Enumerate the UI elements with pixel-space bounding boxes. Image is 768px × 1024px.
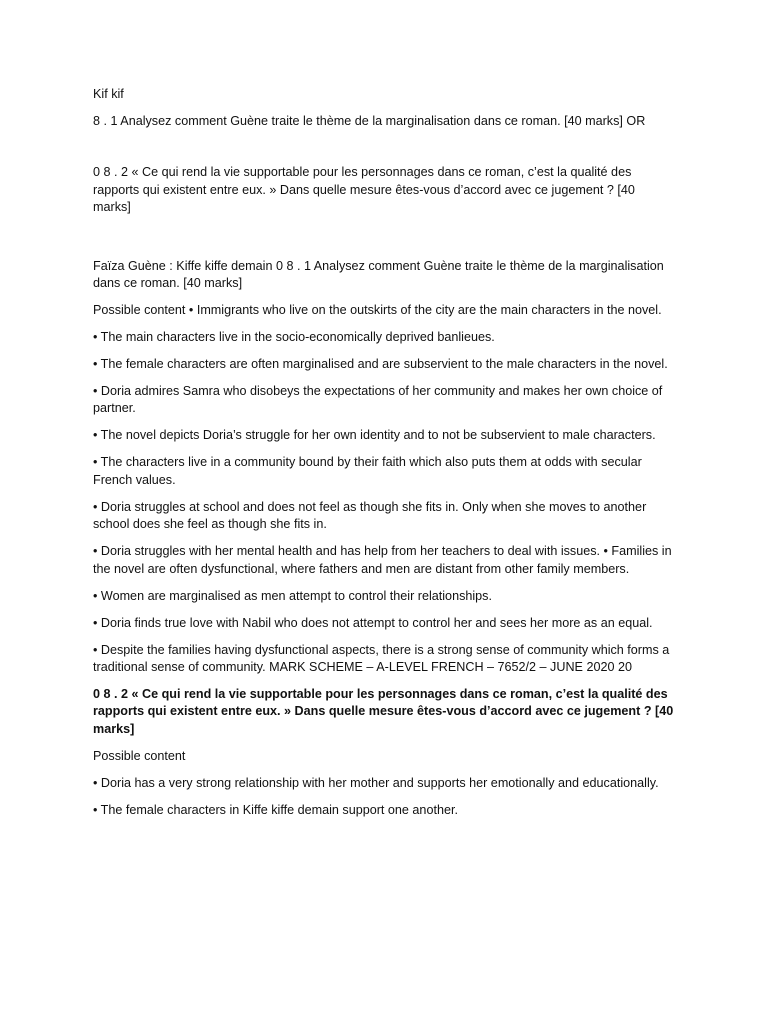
section2-point: • The female characters in Kiffe kiffe demain support one another. <box>93 802 458 817</box>
section1-point: • The main characters live in the socio-economically deprived banlieues. <box>93 330 495 345</box>
question-8-1: 8 . 1 Analysez comment Guène traite le thème de la marginalisation dans ce roman. [40 marks] OR <box>93 114 646 128</box>
section2-point: • Doria has a very strong relationship with her mother and supports her emotionally and educationally. <box>93 775 659 790</box>
section1-point: • Despite the families having dysfunctional aspects, there is a strong sense of community which forms a traditional sense of community. MARK SCHEME – A-LEVEL FRENCH – 7652/2 – JUNE 2020 20 <box>93 642 670 675</box>
section1-point: • The novel depicts Doria’s struggle for her own identity and to not be subservient to male characters. <box>93 428 656 443</box>
section1-heading: Faïza Guène : Kiffe kiffe demain 0 8 . 1 Analysez comment Guène traite le thème de la marginalisation dans ce roman. [40 marks] <box>93 258 664 291</box>
document-title: Kif kif <box>93 87 124 101</box>
section1-intro: Possible content • Immigrants who live on the outskirts of the city are the main characters in the novel. <box>93 303 662 318</box>
section1-point: • Women are marginalised as men attempt to control their relationships. <box>93 588 492 603</box>
section2-heading: 0 8 . 2 « Ce qui rend la vie supportable pour les personnages dans ce roman, c’est la qualité des rapports qui existent entre eux. » Dans quelle mesure êtes-vous d’accord avec ce jugement ? [40 marks] <box>93 687 674 736</box>
section1-point: • Doria admires Samra who disobeys the expectations of her community and makes her own choice of partner. <box>93 384 663 416</box>
section1-point: • The characters live in a community bound by their faith which also puts them at odds with secular French values. <box>93 455 642 487</box>
question-8-2: 0 8 . 2 « Ce qui rend la vie supportable pour les personnages dans ce roman, c’est la qualité des rapports qui existent entre eux. » Dans quelle mesure êtes-vous d’accord avec ce jugement ? [40 marks] <box>93 165 635 215</box>
section1-point: • Doria struggles with her mental health and has help from her teachers to deal with issues. • Families in the novel are often dysfunctional, where fathers and men are distant from other family members. <box>93 544 672 576</box>
section1-point: • The female characters are often marginalised and are subservient to the male characters in the novel. <box>93 357 668 372</box>
section1-point: • Doria finds true love with Nabil who does not attempt to control her and sees her more as an equal. <box>93 615 653 630</box>
section2-intro: Possible content <box>93 748 186 763</box>
section1-point: • Doria struggles at school and does not feel as though she fits in. Only when she moves to another school does she feel as though she fits in. <box>93 499 647 532</box>
